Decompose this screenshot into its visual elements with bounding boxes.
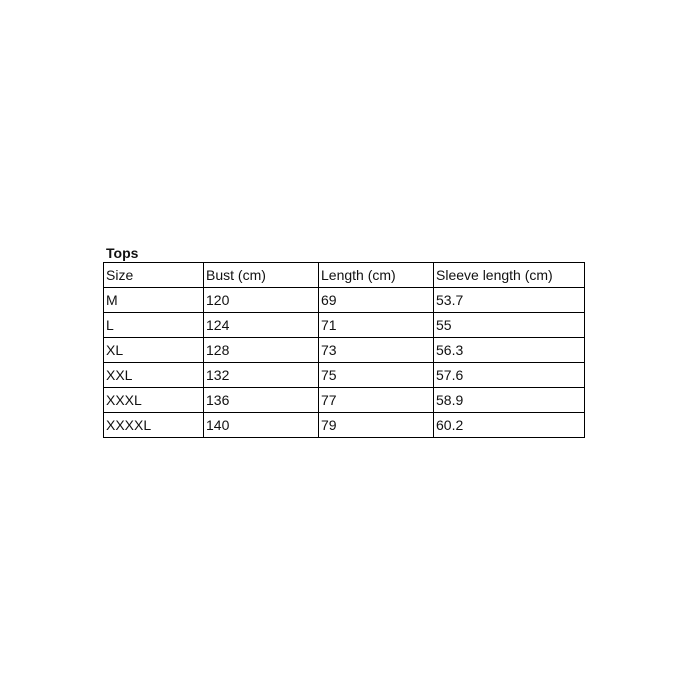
header-bust: Bust (cm)	[204, 263, 319, 288]
header-size: Size	[104, 263, 204, 288]
cell-length: 75	[319, 363, 434, 388]
cell-sleeve-length: 60.2	[434, 413, 585, 438]
size-table	[103, 262, 585, 438]
chart-title: Tops	[106, 245, 139, 261]
cell-bust: 128	[204, 338, 319, 363]
cell-length: 79	[319, 413, 434, 438]
table-row	[104, 388, 585, 413]
table-row	[104, 363, 585, 388]
cell-length: 69	[319, 288, 434, 313]
cell-size: XXXL	[104, 388, 204, 413]
cell-sleeve-length: 56.3	[434, 338, 585, 363]
cell-size: XXL	[104, 363, 204, 388]
header-sleeve-length: Sleeve length (cm)	[434, 263, 585, 288]
cell-size: L	[104, 313, 204, 338]
cell-length: 73	[319, 338, 434, 363]
table-row	[104, 313, 585, 338]
table-row	[104, 413, 585, 438]
cell-bust: 120	[204, 288, 319, 313]
cell-size: M	[104, 288, 204, 313]
cell-length: 77	[319, 388, 434, 413]
cell-size: XXXXL	[104, 413, 204, 438]
table-row	[104, 338, 585, 363]
cell-length: 71	[319, 313, 434, 338]
cell-bust: 140	[204, 413, 319, 438]
cell-sleeve-length: 58.9	[434, 388, 585, 413]
cell-sleeve-length: 55	[434, 313, 585, 338]
cell-bust: 132	[204, 363, 319, 388]
cell-sleeve-length: 53.7	[434, 288, 585, 313]
size-chart	[103, 245, 584, 438]
table-header-row	[104, 263, 585, 288]
cell-bust: 136	[204, 388, 319, 413]
cell-size: XL	[104, 338, 204, 363]
table-row	[104, 288, 585, 313]
cell-sleeve-length: 57.6	[434, 363, 585, 388]
cell-bust: 124	[204, 313, 319, 338]
header-length: Length (cm)	[319, 263, 434, 288]
